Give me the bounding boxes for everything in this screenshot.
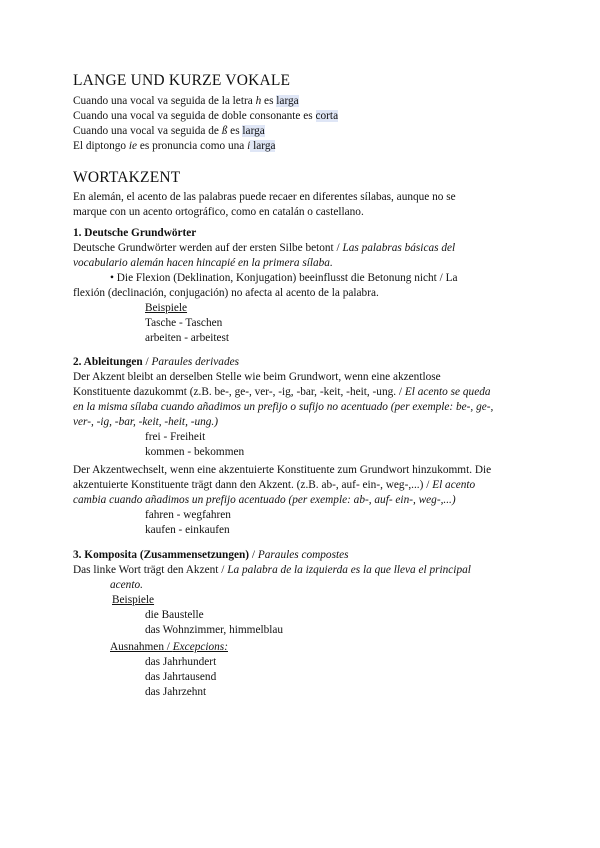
text: akzentuierte Konstituente trägt dann den Akzent. (z.B. ab-, auf- ein-, weg-,...) / xyxy=(73,479,433,491)
example-item: frei - Freiheit xyxy=(145,431,206,443)
beispiele-label: Beispiele xyxy=(145,302,188,314)
ausnahmen-label xyxy=(110,640,228,655)
example-item: Tasche - Taschen xyxy=(145,317,223,329)
s2-line-3: en la misma sílaba cuando añadimos un prefijo o sufijo no acentuado (per exemple: be-, ge-, xyxy=(73,401,494,413)
highlight-larga: larga xyxy=(276,95,299,107)
example-item: das Jahrzehnt xyxy=(145,686,207,698)
s2-line-4: ver-, -ig, -bar, -keit, -heit, -ung.) xyxy=(73,416,219,428)
s1-bullet-line-2: flexión (declinación, conjugación) no afecta al acento de la palabra. xyxy=(73,287,379,299)
text: Das linke Wort trägt den Akzent / xyxy=(73,564,228,576)
wortakzent-title: WORTAKZENT xyxy=(73,169,181,186)
intro-line-1: En alemán, el acento de las palabras puede recaer en diferentes sílabas, aunque no se xyxy=(73,191,456,203)
section-3-heading xyxy=(73,548,349,563)
letter-eszett: ß xyxy=(221,125,228,137)
beispiele-label: Beispiele xyxy=(112,594,155,606)
example-item: das Wohnzimmer, himmelblau xyxy=(145,624,284,636)
text: Cuando una vocal va seguida de doble consonante es xyxy=(73,110,316,122)
text: Konstituente dazukommt (z.B. be-, ge-, ver-, -ig, -bar, -keit, -heit, -ung. / xyxy=(73,386,405,398)
example-item: das Jahrhundert xyxy=(145,656,217,668)
s1-line-2: vocabulario alemán hacen hincapié en la primera sílaba. xyxy=(73,257,333,269)
section-2-heading xyxy=(73,355,239,370)
text-es: El acento xyxy=(432,479,476,491)
s2-line-1: Der Akzent bleibt an derselben Stelle wie beim Grundwort, wenn eine akzentlose xyxy=(73,371,441,383)
text: Deutsche Grundwörter werden auf der ersten Silbe betont / xyxy=(73,242,343,254)
s2-line-6 xyxy=(73,478,475,493)
vocales-line-2 xyxy=(73,109,338,124)
example-item: fahren - wegfahren xyxy=(145,509,231,521)
heading-de: 3. Komposita (Zusammensetzungen) xyxy=(73,549,250,561)
text: Cuando una vocal va seguida de xyxy=(73,125,222,137)
diphthong-ie: ie xyxy=(128,140,138,152)
text: El diptongo xyxy=(73,140,129,152)
s3-line-1 xyxy=(73,563,471,578)
highlight-larga: larga xyxy=(250,140,276,152)
s1-line-1 xyxy=(73,241,455,256)
vocales-line-1 xyxy=(73,94,299,109)
separator: / xyxy=(142,356,152,368)
example-item: kommen - bekommen xyxy=(145,446,245,458)
heading-ca: Paraules compostes xyxy=(257,549,349,561)
text: es xyxy=(227,125,243,137)
heading-de: 2. Ableitungen xyxy=(73,356,143,368)
letter-i: i xyxy=(247,140,251,152)
example-item: das Jahrtausend xyxy=(145,671,217,683)
s2-line-5: Der Akzentwechselt, wenn eine akzentuierte Konstituente zum Grundwort hinzukommt. Die xyxy=(73,464,492,476)
heading-ca: Paraules derivades xyxy=(151,356,240,368)
example-item: arbeiten - arbeitest xyxy=(145,332,230,344)
highlight-corta: corta xyxy=(315,110,339,122)
example-item: kaufen - einkaufen xyxy=(145,524,230,536)
separator: / xyxy=(249,549,258,561)
letter-h: h xyxy=(255,95,262,107)
text: Ausnahmen / xyxy=(110,641,173,653)
text-es: La palabra de la izquierda es la que lleva el principal xyxy=(227,564,471,576)
vocales-line-3 xyxy=(73,124,265,139)
text: es pronuncia como una xyxy=(137,140,248,152)
example-item: die Baustelle xyxy=(145,609,204,621)
section-1-heading: 1. Deutsche Grundwörter xyxy=(73,227,197,239)
highlight-larga: larga xyxy=(242,125,265,137)
s2-line-7: cambia cuando añadimos un prefijo acentuado (per exemple: ab-, auf- ein-, weg-,...) xyxy=(73,494,456,506)
text-es: Las palabras básicas del xyxy=(342,242,456,254)
vocales-line-4 xyxy=(73,139,275,154)
text-es: El acento se queda xyxy=(404,386,491,398)
s3-line-2: acento. xyxy=(110,579,143,591)
text: es xyxy=(261,95,277,107)
text-ca: Excepcions: xyxy=(172,641,228,653)
s1-bullet-line-1: • Die Flexion (Deklination, Konjugation) beeinflusst die Betonung nicht / La xyxy=(110,272,458,284)
intro-line-2: marque con un acento ortográfico, como en catalán o castellano. xyxy=(73,206,364,218)
text: Cuando una vocal va seguida de la letra xyxy=(73,95,256,107)
vocales-title: LANGE UND KURZE VOKALE xyxy=(73,72,291,89)
s2-line-2 xyxy=(73,385,491,400)
